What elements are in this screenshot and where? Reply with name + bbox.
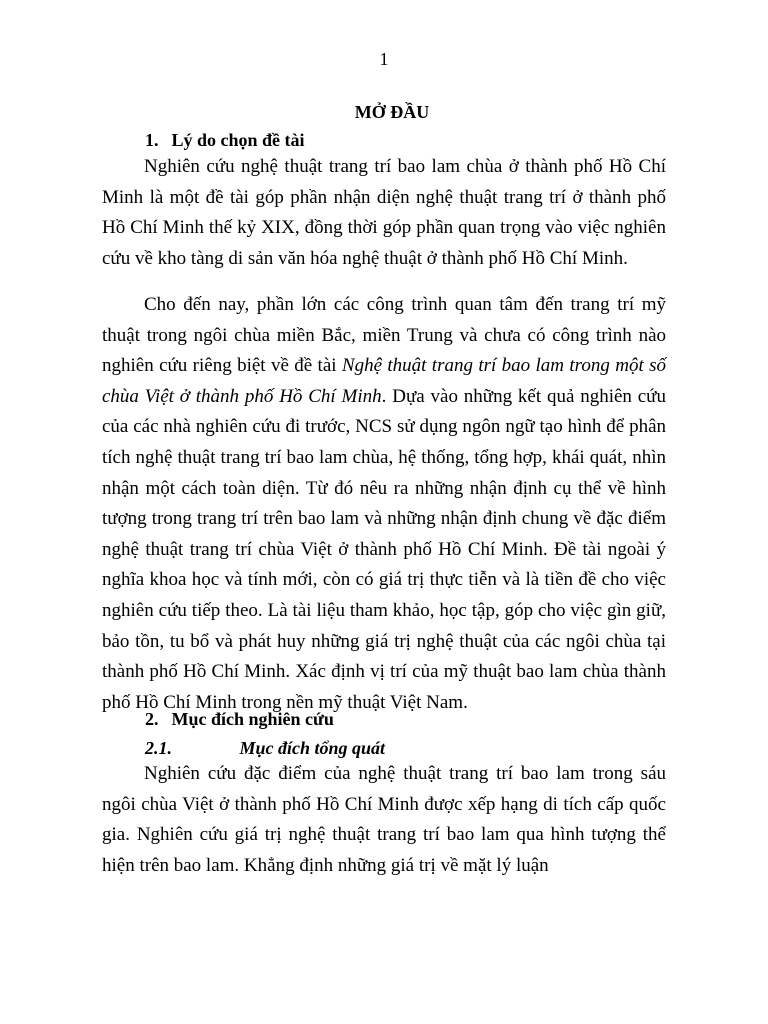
body-paragraph bbox=[102, 290, 666, 718]
paragraph-text: . Dựa vào những kết quả nghiên cứu của các nhà nghiên cứu đi trước, NCS sử dụng ngôn ngữ tạo hình để phân tích nghệ thuật trang trí bao lam chùa, hệ thống, tổng hợp, khái quát, nhìn nhận một cách toàn diện. Từ đó nêu ra những nhận định cụ thể về hình tượng trong trang trí trên bao lam và những nhận định chung về đặc điểm nghệ thuật trang trí chùa Việt ở thành phố Hồ Chí Minh. Đề tài ngoài ý nghĩa khoa học và tính mới, còn có giá trị thực tiễn và là tiền đề cho việc nghiên cứu tiếp theo. Là tài liệu tham khảo, học tập, góp cho việc gìn giữ, bảo tồn, tu bổ và phát huy những giá trị nghệ thuật của các ngôi chùa tại thành phố Hồ Chí Minh. Xác định vị trí của mỹ thuật bao lam chùa thành phố Hồ Chí Minh trong nền mỹ thuật Việt Nam. bbox=[102, 385, 666, 713]
body-paragraph: Nghiên cứu đặc điểm của nghệ thuật trang trí bao lam trong sáu ngôi chùa Việt ở thành phố Hồ Chí Minh được xếp hạng di tích cấp quốc gia. Nghiên cứu giá trị nghệ thuật trang trí bao lam qua hình tượng thể hiện trên bao lam. Khẳng định những giá trị về mặt lý luận bbox=[102, 763, 666, 876]
subsection-heading-2-1 bbox=[145, 738, 385, 759]
section-heading-2 bbox=[145, 709, 334, 730]
body-paragraph: Nghiên cứu nghệ thuật trang trí bao lam chùa ở thành phố Hồ Chí Minh là một đề tài góp phần nhận diện nghệ thuật trang trí ở thành phố Hồ Chí Minh thế kỷ XIX, đồng thời góp phần quan trọng vào việc nghiên cứu về kho tàng di sản văn hóa nghệ thuật ở thành phố Hồ Chí Minh. bbox=[102, 156, 666, 269]
section-heading-1 bbox=[145, 130, 305, 151]
section-heading-text: Mục đích nghiên cứu bbox=[171, 709, 334, 729]
section-heading-text: Lý do chọn đề tài bbox=[171, 130, 305, 150]
subsection-heading-text: Mục đích tổng quát bbox=[239, 738, 386, 758]
subsection-number: 2.1. bbox=[145, 738, 172, 758]
paragraph-italic-title: Nghệ thuật trang trí bao lam trong một số chùa Việt ở thành phố Hồ Chí Minh bbox=[102, 355, 666, 407]
section-number: 1. bbox=[145, 130, 159, 150]
section-number: 2. bbox=[145, 709, 159, 729]
paragraph-text: Cho đến nay, phần lớn các công trình quan tâm đến trang trí mỹ thuật trong ngôi chùa miền Bắc, miền Trung và chưa có công trình nào nghiên cứu riêng biệt về đề tài bbox=[102, 294, 666, 377]
page-title: MỞ ĐẦU bbox=[354, 102, 430, 122]
page-number: 1 bbox=[379, 49, 389, 69]
